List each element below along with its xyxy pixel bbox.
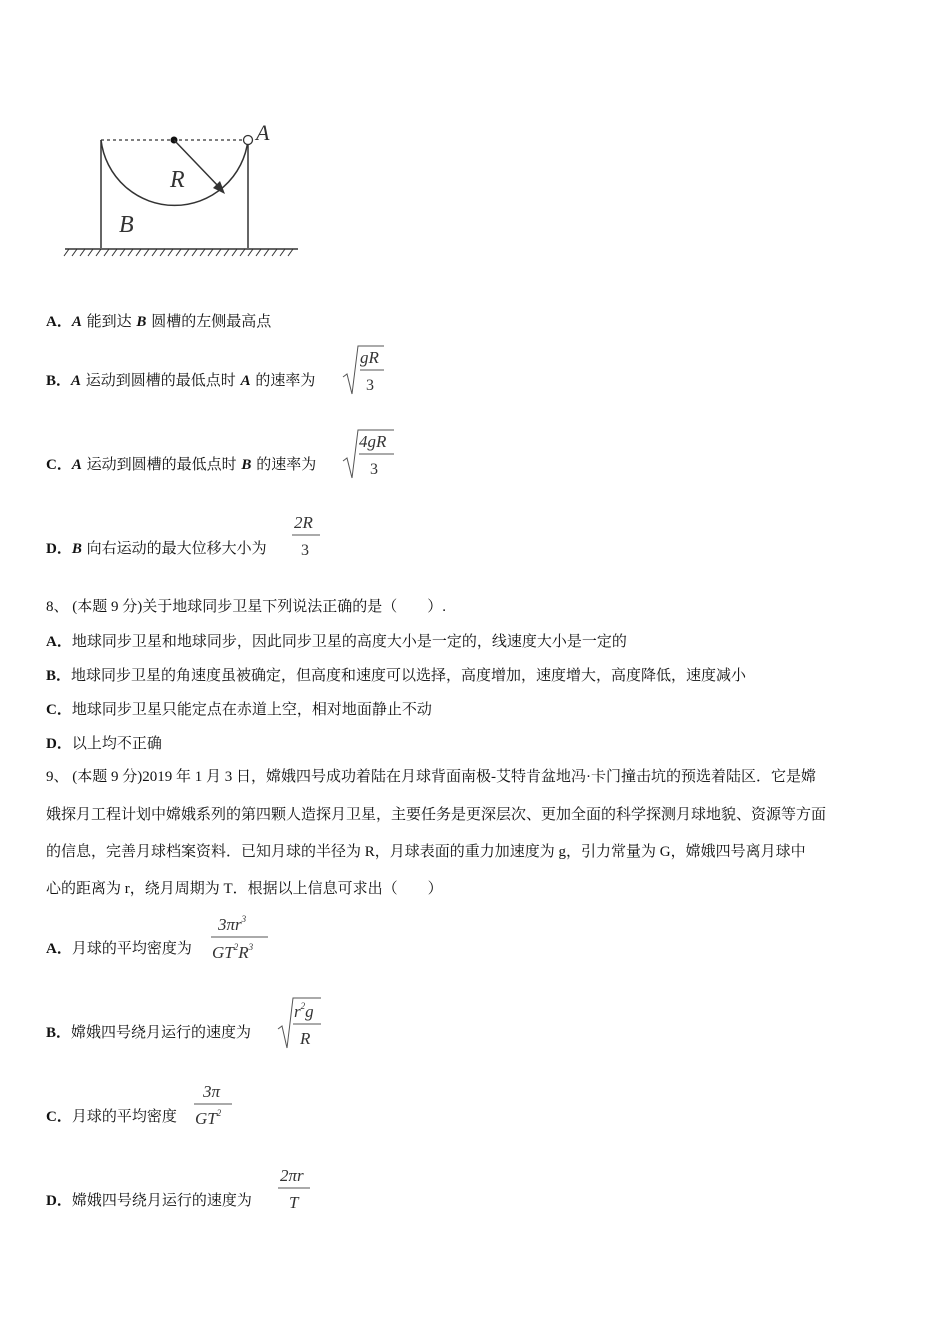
q7b-formula xyxy=(340,343,390,397)
option-text: 能到达 xyxy=(81,312,137,330)
option-text: 以上均不正确 xyxy=(71,734,162,752)
option-letter: B． xyxy=(46,373,72,389)
option-letter: C． xyxy=(46,457,72,473)
option-letter: A． xyxy=(46,314,72,330)
q9d-formula xyxy=(276,1162,316,1214)
q9b-num-g: g xyxy=(305,1002,314,1021)
option-letter: B． xyxy=(46,1025,72,1041)
q8-option-c[interactable] xyxy=(46,699,432,720)
var-b: B xyxy=(136,314,147,330)
option-text: 的速率为 xyxy=(251,455,317,473)
option-text: 月球的平均密度为 xyxy=(71,939,192,957)
q9a-den-sup1: 2 xyxy=(233,942,239,952)
option-letter: D． xyxy=(46,736,72,752)
option-letter: C． xyxy=(46,702,72,718)
ball-A xyxy=(244,136,253,145)
q9a-formula xyxy=(208,910,272,966)
svg-text:GT2 xyxy=(195,1108,222,1128)
q7c-numerator: 4gR xyxy=(359,432,387,451)
q9c-numerator: 3π xyxy=(203,1082,221,1101)
var-a: A xyxy=(71,457,82,473)
q9c-formula xyxy=(192,1078,238,1130)
q7d-formula xyxy=(290,510,330,562)
q9-stem-line-1: 9、 (本题 9 分)2019 年 1 月 3 日，嫦娥四号成功着陆在月球背面南极-艾特肯盆地冯·卡门撞击坑的预选着陆区．它是嫦 xyxy=(46,769,816,785)
q9a-numerator: 3πr xyxy=(218,915,242,934)
option-text: 月球的平均密度 xyxy=(71,1107,177,1125)
q7c-formula xyxy=(340,427,400,481)
svg-text:3πr3 xyxy=(217,914,247,934)
q7b-denominator: 3 xyxy=(366,377,374,394)
q8-stem: 8、 (本题 9 分)关于地球同步卫星下列说法正确的是（ ）. xyxy=(46,599,446,615)
svg-text:GT2R3 xyxy=(212,942,254,962)
q7b-numerator: gR xyxy=(360,348,379,367)
var-a: A xyxy=(240,373,251,389)
q9-option-c[interactable] xyxy=(46,1106,177,1127)
q9-stem-line-3: 的信息，完善月球档案资料．已知月球的半径为 R，月球表面的重力加速度为 g，引力常量为 G，嫦娥四号离月球中 xyxy=(46,844,806,860)
q9b-formula xyxy=(275,995,327,1051)
option-letter: D． xyxy=(46,541,72,557)
groove-figure xyxy=(60,115,310,265)
q9c-den-sup: 2 xyxy=(216,1108,222,1118)
q8-option-d[interactable] xyxy=(46,733,162,754)
q9b-num-sup: 2 xyxy=(300,1001,306,1011)
option-text: 地球同步卫星和地球同步，因此同步卫星的高度大小是一定的，线速度大小是一定的 xyxy=(71,632,627,650)
q7d-denominator: 3 xyxy=(301,542,309,559)
q7-option-b[interactable] xyxy=(46,370,315,391)
option-letter: A． xyxy=(46,634,72,650)
q9c-den: GT xyxy=(195,1109,217,1128)
q7-option-d[interactable] xyxy=(46,538,267,559)
q9a-den-g: GT xyxy=(212,943,234,962)
var-a: A xyxy=(71,314,82,330)
label-R: R xyxy=(170,167,185,193)
option-text: 地球同步卫星的角速度虽被确定，但高度和速度可以选择，高度增加，速度增大，高度降低，速度减小 xyxy=(71,666,747,684)
q9b-num-r: r xyxy=(294,1002,301,1021)
option-text: 向右运动的最大位移大小为 xyxy=(81,539,267,557)
option-text: 运动到圆槽的最低点时 xyxy=(81,455,242,473)
option-letter: C． xyxy=(46,1109,72,1125)
q9-option-b[interactable] xyxy=(46,1022,251,1043)
option-letter: D． xyxy=(46,1193,72,1209)
q7-option-a[interactable] xyxy=(46,311,271,332)
option-text: 运动到圆槽的最低点时 xyxy=(81,371,241,389)
option-text: 嫦娥四号绕月运行的速度为 xyxy=(71,1191,252,1209)
svg-text:r2g xyxy=(294,1001,314,1021)
q9b-denominator: R xyxy=(300,1029,311,1048)
option-text: 嫦娥四号绕月运行的速度为 xyxy=(71,1023,252,1041)
q9-option-a[interactable] xyxy=(46,938,192,959)
label-A: A xyxy=(256,120,270,145)
q9d-denominator: T xyxy=(289,1193,299,1212)
q9a-den-r: R xyxy=(238,943,249,962)
var-a: A xyxy=(71,373,82,389)
var-b: B xyxy=(71,541,82,557)
option-text: 的速率为 xyxy=(250,371,316,389)
q7-option-c[interactable] xyxy=(46,454,316,475)
q9-option-d[interactable] xyxy=(46,1190,252,1211)
q8-option-a[interactable] xyxy=(46,631,627,652)
q7c-denominator: 3 xyxy=(370,461,378,478)
option-letter: B． xyxy=(46,668,72,684)
option-text: 地球同步卫星只能定点在赤道上空，相对地面静止不动 xyxy=(71,700,432,718)
q9d-numerator: 2πr xyxy=(280,1166,304,1185)
var-b: B xyxy=(241,457,252,473)
q9a-den-sup2: 3 xyxy=(248,942,254,952)
ground-hatching xyxy=(64,249,293,256)
q9a-num-sup: 3 xyxy=(241,914,247,924)
option-letter: A． xyxy=(46,941,72,957)
q9-stem-line-4: 心的距离为 r，绕月周期为 T．根据以上信息可求出（ ） xyxy=(46,881,443,897)
q7d-numerator: 2R xyxy=(294,513,313,532)
q9-stem-line-2: 娥探月工程计划中嫦娥系列的第四颗人造探月卫星，主要任务是更深层次、更加全面的科学探测月球地貌、资源等方面 xyxy=(46,807,827,823)
option-text: 圆槽的左侧最高点 xyxy=(146,312,272,330)
label-B: B xyxy=(119,212,134,238)
q8-option-b[interactable] xyxy=(46,665,746,686)
